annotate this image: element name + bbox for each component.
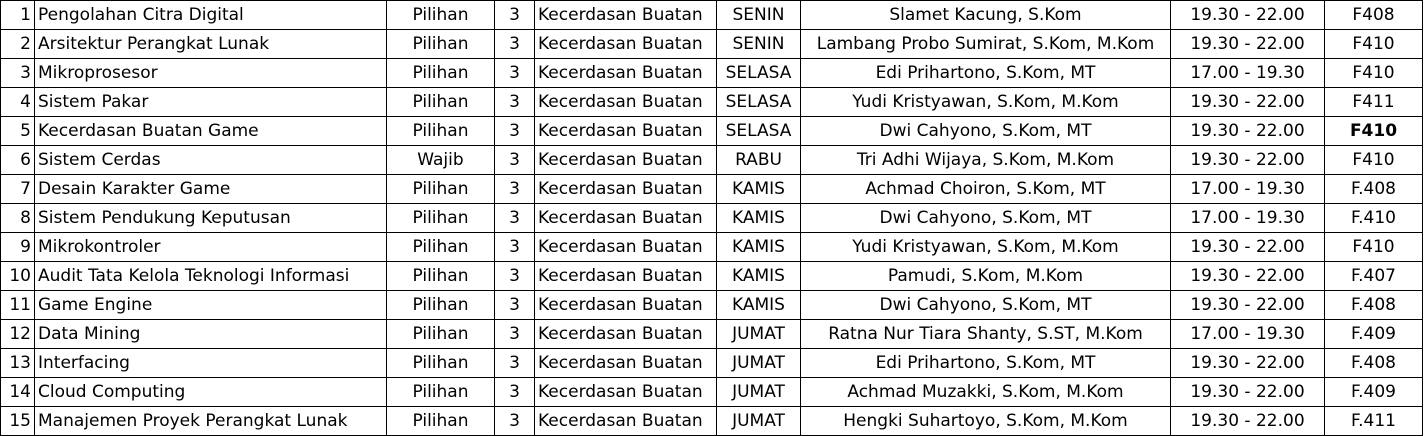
- course-name: Manajemen Proyek Perangkat Lunak: [35, 407, 387, 436]
- schedule-day: RABU: [717, 146, 801, 175]
- course-name: Game Engine: [35, 291, 387, 320]
- schedule-time: 19.30 - 22.00: [1171, 262, 1325, 291]
- room-code: F410: [1325, 30, 1423, 59]
- schedule-day: KAMIS: [717, 204, 801, 233]
- row-number: 7: [1, 175, 35, 204]
- row-number: 3: [1, 59, 35, 88]
- course-name: Mikroprosesor: [35, 59, 387, 88]
- course-credits: 3: [495, 117, 535, 146]
- course-name: Pengolahan Citra Digital: [35, 1, 387, 30]
- schedule-time: 19.30 - 22.00: [1171, 349, 1325, 378]
- row-number: 8: [1, 204, 35, 233]
- schedule-day: SENIN: [717, 1, 801, 30]
- course-type: Pilihan: [387, 59, 495, 88]
- schedule-day: JUMAT: [717, 320, 801, 349]
- course-credits: 3: [495, 349, 535, 378]
- course-credits: 3: [495, 59, 535, 88]
- table-row: [1, 378, 1423, 407]
- course-type: Pilihan: [387, 204, 495, 233]
- course-type: Pilihan: [387, 291, 495, 320]
- schedule-time: 19.30 - 22.00: [1171, 1, 1325, 30]
- lecturer-name: Achmad Muzakki, S.Kom, M.Kom: [801, 378, 1171, 407]
- lecturer-name: Lambang Probo Sumirat, S.Kom, M.Kom: [801, 30, 1171, 59]
- room-code: F410: [1325, 117, 1423, 146]
- table-row: [1, 59, 1423, 88]
- schedule-day: KAMIS: [717, 175, 801, 204]
- room-code: F.407: [1325, 262, 1423, 291]
- schedule-body: [1, 1, 1423, 436]
- table-row: [1, 204, 1423, 233]
- course-name: Kecerdasan Buatan Game: [35, 117, 387, 146]
- course-name: Data Mining: [35, 320, 387, 349]
- schedule-day: SELASA: [717, 59, 801, 88]
- course-credits: 3: [495, 88, 535, 117]
- course-name: Arsitektur Perangkat Lunak: [35, 30, 387, 59]
- schedule-day: KAMIS: [717, 262, 801, 291]
- schedule-time: 19.30 - 22.00: [1171, 291, 1325, 320]
- table-row: [1, 146, 1423, 175]
- course-type: Pilihan: [387, 175, 495, 204]
- schedule-time: 19.30 - 22.00: [1171, 146, 1325, 175]
- row-number: 15: [1, 407, 35, 436]
- room-code: F.408: [1325, 291, 1423, 320]
- course-name: Audit Tata Kelola Teknologi Informasi: [35, 262, 387, 291]
- room-code: F411: [1325, 88, 1423, 117]
- course-type: Pilihan: [387, 117, 495, 146]
- lecturer-name: Edi Prihartono, S.Kom, MT: [801, 349, 1171, 378]
- room-code: F410: [1325, 146, 1423, 175]
- lecturer-name: Dwi Cahyono, S.Kom, MT: [801, 204, 1171, 233]
- table-row: [1, 407, 1423, 436]
- schedule-day: SELASA: [717, 117, 801, 146]
- course-credits: 3: [495, 204, 535, 233]
- course-name: Sistem Cerdas: [35, 146, 387, 175]
- course-name: Interfacing: [35, 349, 387, 378]
- course-type: Pilihan: [387, 320, 495, 349]
- course-credits: 3: [495, 233, 535, 262]
- course-type: Pilihan: [387, 88, 495, 117]
- study-program: Kecerdasan Buatan: [535, 320, 717, 349]
- room-code: F408: [1325, 1, 1423, 30]
- course-name: Sistem Pendukung Keputusan: [35, 204, 387, 233]
- study-program: Kecerdasan Buatan: [535, 204, 717, 233]
- schedule-day: SENIN: [717, 30, 801, 59]
- course-credits: 3: [495, 378, 535, 407]
- lecturer-name: Pamudi, S.Kom, M.Kom: [801, 262, 1171, 291]
- lecturer-name: Ratna Nur Tiara Shanty, S.ST, M.Kom: [801, 320, 1171, 349]
- lecturer-name: Dwi Cahyono, S.Kom, MT: [801, 117, 1171, 146]
- lecturer-name: Tri Adhi Wijaya, S.Kom, M.Kom: [801, 146, 1171, 175]
- lecturer-name: Edi Prihartono, S.Kom, MT: [801, 59, 1171, 88]
- table-row: [1, 117, 1423, 146]
- table-row: [1, 88, 1423, 117]
- row-number: 5: [1, 117, 35, 146]
- schedule-time: 19.30 - 22.00: [1171, 88, 1325, 117]
- table-row: [1, 1, 1423, 30]
- course-name: Cloud Computing: [35, 378, 387, 407]
- study-program: Kecerdasan Buatan: [535, 407, 717, 436]
- table-row: [1, 320, 1423, 349]
- study-program: Kecerdasan Buatan: [535, 291, 717, 320]
- course-type: Pilihan: [387, 1, 495, 30]
- table-row: [1, 349, 1423, 378]
- study-program: Kecerdasan Buatan: [535, 117, 717, 146]
- schedule-day: JUMAT: [717, 378, 801, 407]
- schedule-time: 19.30 - 22.00: [1171, 30, 1325, 59]
- room-code: F410: [1325, 233, 1423, 262]
- course-type: Pilihan: [387, 233, 495, 262]
- schedule-day: JUMAT: [717, 349, 801, 378]
- course-type: Pilihan: [387, 378, 495, 407]
- course-name: Mikrokontroler: [35, 233, 387, 262]
- row-number: 10: [1, 262, 35, 291]
- course-credits: 3: [495, 1, 535, 30]
- table-row: [1, 291, 1423, 320]
- schedule-time: 19.30 - 22.00: [1171, 117, 1325, 146]
- row-number: 4: [1, 88, 35, 117]
- room-code: F.411: [1325, 407, 1423, 436]
- schedule-day: JUMAT: [717, 407, 801, 436]
- study-program: Kecerdasan Buatan: [535, 88, 717, 117]
- course-type: Wajib: [387, 146, 495, 175]
- course-credits: 3: [495, 30, 535, 59]
- room-code: F.410: [1325, 204, 1423, 233]
- lecturer-name: Yudi Kristyawan, S.Kom, M.Kom: [801, 88, 1171, 117]
- course-credits: 3: [495, 320, 535, 349]
- lecturer-name: Hengki Suhartoyo, S.Kom, M.Kom: [801, 407, 1171, 436]
- study-program: Kecerdasan Buatan: [535, 30, 717, 59]
- schedule-time: 17.00 - 19.30: [1171, 59, 1325, 88]
- table-row: [1, 175, 1423, 204]
- lecturer-name: Achmad Choiron, S.Kom, MT: [801, 175, 1171, 204]
- study-program: Kecerdasan Buatan: [535, 233, 717, 262]
- study-program: Kecerdasan Buatan: [535, 175, 717, 204]
- row-number: 6: [1, 146, 35, 175]
- course-type: Pilihan: [387, 407, 495, 436]
- row-number: 1: [1, 1, 35, 30]
- table-row: [1, 262, 1423, 291]
- table-row: [1, 233, 1423, 262]
- row-number: 14: [1, 378, 35, 407]
- course-credits: 3: [495, 175, 535, 204]
- course-credits: 3: [495, 407, 535, 436]
- course-type: Pilihan: [387, 262, 495, 291]
- table-row: [1, 30, 1423, 59]
- row-number: 2: [1, 30, 35, 59]
- course-type: Pilihan: [387, 30, 495, 59]
- course-credits: 3: [495, 262, 535, 291]
- study-program: Kecerdasan Buatan: [535, 378, 717, 407]
- row-number: 9: [1, 233, 35, 262]
- schedule-time: 17.00 - 19.30: [1171, 204, 1325, 233]
- study-program: Kecerdasan Buatan: [535, 262, 717, 291]
- course-name: Desain Karakter Game: [35, 175, 387, 204]
- row-number: 12: [1, 320, 35, 349]
- study-program: Kecerdasan Buatan: [535, 349, 717, 378]
- room-code: F.409: [1325, 320, 1423, 349]
- schedule-time: 19.30 - 22.00: [1171, 378, 1325, 407]
- schedule-time: 17.00 - 19.30: [1171, 175, 1325, 204]
- schedule-time: 17.00 - 19.30: [1171, 320, 1325, 349]
- schedule-day: KAMIS: [717, 291, 801, 320]
- course-credits: 3: [495, 291, 535, 320]
- lecturer-name: Yudi Kristyawan, S.Kom, M.Kom: [801, 233, 1171, 262]
- course-credits: 3: [495, 146, 535, 175]
- row-number: 13: [1, 349, 35, 378]
- room-code: F.408: [1325, 349, 1423, 378]
- schedule-day: SELASA: [717, 88, 801, 117]
- course-name: Sistem Pakar: [35, 88, 387, 117]
- lecturer-name: Dwi Cahyono, S.Kom, MT: [801, 291, 1171, 320]
- lecturer-name: Slamet Kacung, S.Kom: [801, 1, 1171, 30]
- schedule-time: 19.30 - 22.00: [1171, 233, 1325, 262]
- study-program: Kecerdasan Buatan: [535, 1, 717, 30]
- study-program: Kecerdasan Buatan: [535, 146, 717, 175]
- schedule-day: KAMIS: [717, 233, 801, 262]
- schedule-time: 19.30 - 22.00: [1171, 407, 1325, 436]
- room-code: F.409: [1325, 378, 1423, 407]
- room-code: F.408: [1325, 175, 1423, 204]
- course-type: Pilihan: [387, 349, 495, 378]
- row-number: 11: [1, 291, 35, 320]
- study-program: Kecerdasan Buatan: [535, 59, 717, 88]
- room-code: F410: [1325, 59, 1423, 88]
